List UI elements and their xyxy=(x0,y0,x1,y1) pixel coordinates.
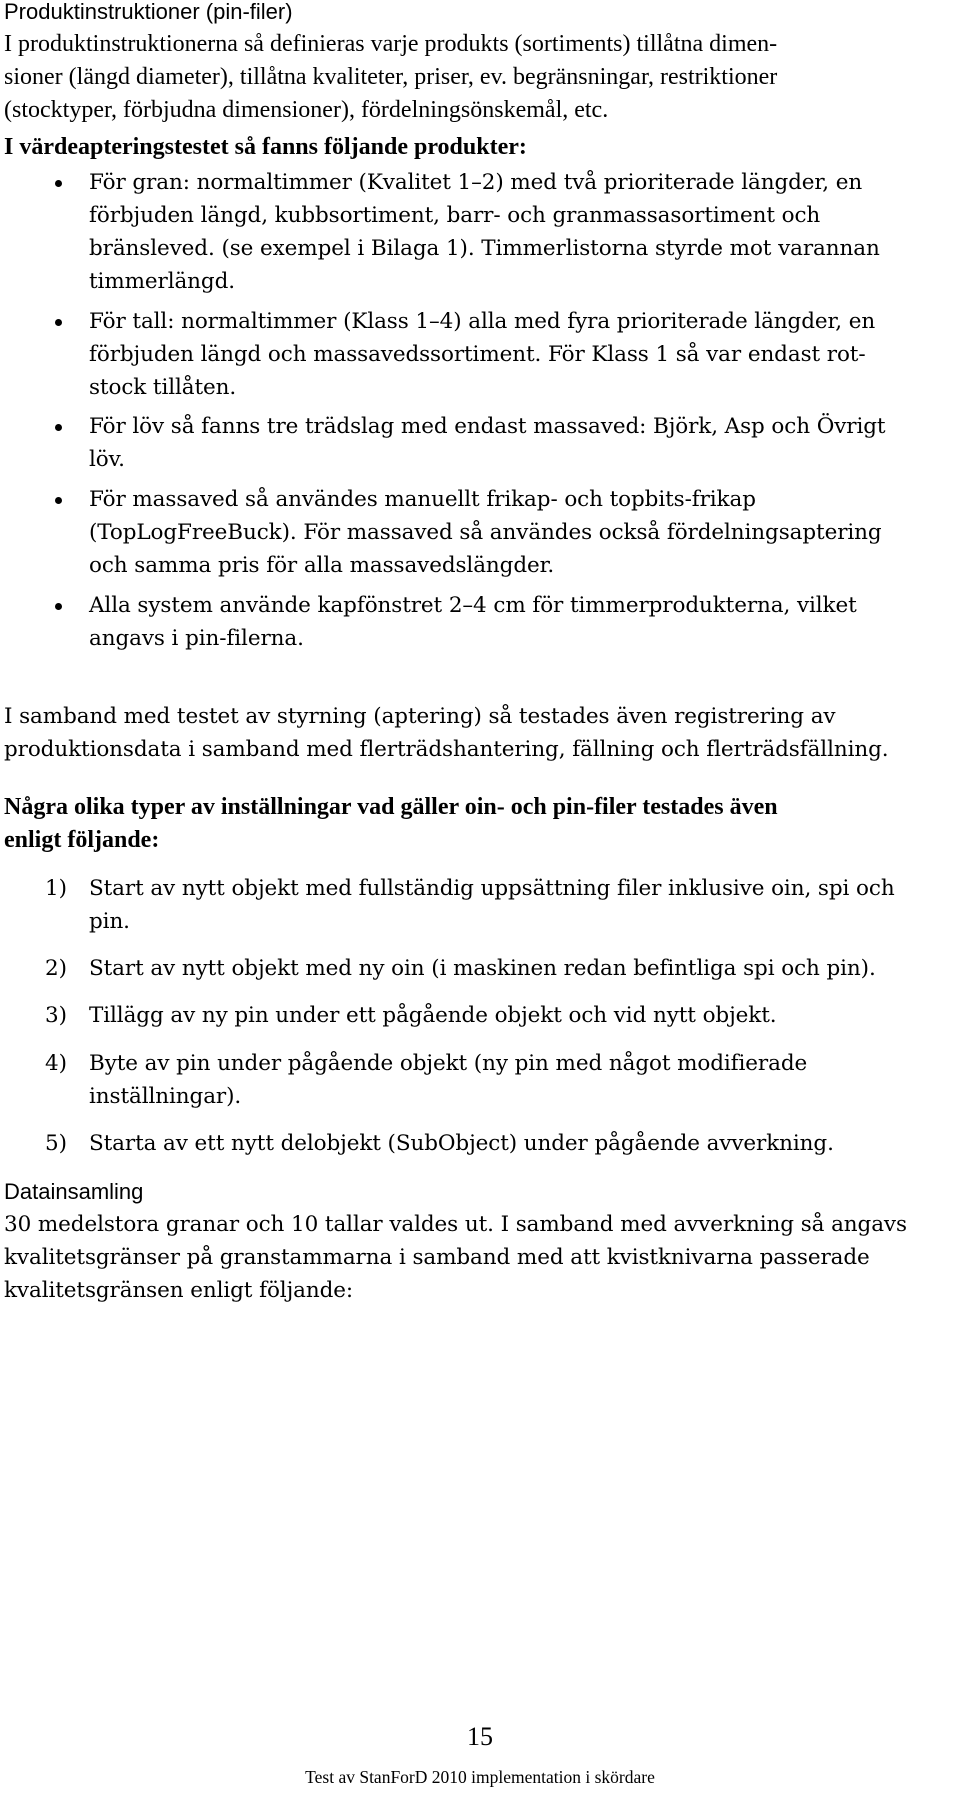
section-heading-datainsamling: Datainsamling xyxy=(4,1179,144,1204)
text-line: Några olika typer av inställningar vad gäller oin- och pin-filer testades även xyxy=(4,794,778,820)
item-number: 3) xyxy=(45,1003,68,1028)
section-heading-produktinstruktioner: Produktinstruktioner (pin-filer) xyxy=(4,0,293,24)
text-line: förbjuden längd och massavedssortiment. För Klass 1 så var endast rot- xyxy=(89,342,866,367)
text-line: stock tillåten. xyxy=(89,375,237,400)
text-line: pin. xyxy=(89,909,130,934)
datainsamling-paragraph xyxy=(4,1208,960,1307)
text-line: Start av nytt objekt med ny oin (i maskinen redan befintliga spi och pin). xyxy=(89,956,876,981)
text-line: och samma pris för alla massavedslängder. xyxy=(89,553,555,578)
products-heading: I värdeapteringstestet så fanns följande produkter: xyxy=(4,134,527,160)
page-footer-text: Test av StanForD 2010 implementation i skördare xyxy=(305,1767,655,1787)
settings-heading xyxy=(4,791,960,857)
text-line: angavs i pin-filerna. xyxy=(89,626,304,651)
item-number: 1) xyxy=(45,876,68,901)
text-line: Starta av ett nytt delobjekt (SubObject) under pågående avverkning. xyxy=(89,1131,834,1156)
bullet-icon xyxy=(55,319,62,326)
text-line: 30 medelstora granar och 10 tallar valdes ut. I samband med avverkning så angavs xyxy=(4,1212,907,1237)
bullet-icon xyxy=(55,180,62,187)
text-line: För tall: normaltimmer (Klass 1–4) alla med fyra prioriterade längder, en xyxy=(89,309,876,334)
item-number: 5) xyxy=(45,1131,68,1156)
text-line: Alla system använde kapfönstret 2–4 cm för timmerprodukterna, vilket xyxy=(89,593,857,618)
text-line: För löv så fanns tre trädslag med endast massaved: Björk, Asp och Övrigt xyxy=(89,414,886,439)
text-line: sioner (längd diameter), tillåtna kvaliteter, priser, ev. begränsningar, restriktioner xyxy=(4,64,778,90)
text-line: timmerlängd. xyxy=(89,269,235,294)
text-line: kvalitetsgränsen enligt följande: xyxy=(4,1278,354,1303)
text-line: I samband med testet av styrning (aptering) så testades även registrering av xyxy=(4,704,836,729)
text-line: Start av nytt objekt med fullständig uppsättning filer inklusive oin, spi och xyxy=(89,876,895,901)
text-line: löv. xyxy=(89,447,125,472)
text-line: förbjuden längd, kubbsortiment, barr- och granmassasortiment och xyxy=(89,203,821,228)
bullet-icon xyxy=(55,497,62,504)
text-line: För massaved så användes manuellt frikap- och topbits-frikap xyxy=(89,487,756,512)
text-line: produktionsdata i samband med flerträdshantering, fällning och flerträdsfällning. xyxy=(4,737,889,762)
text-line: Byte av pin under pågående objekt (ny pin med något modifierade xyxy=(89,1051,808,1076)
text-line: (stocktyper, förbjudna dimensioner), fördelningsönskemål, etc. xyxy=(4,97,609,123)
text-line: I produktinstruktionerna så definieras varje produkts (sortiments) tillåtna dimen- xyxy=(4,31,778,57)
text-line: (TopLogFreeBuck). För massaved så användes också fördelningsaptering xyxy=(89,520,882,545)
text-line: bränsleved. (se exempel i Bilaga 1). Timmerlistorna styrde mot varannan xyxy=(89,236,880,261)
text-line: inställningar). xyxy=(89,1084,242,1109)
registration-paragraph xyxy=(4,700,960,766)
intro-paragraph xyxy=(4,28,960,127)
item-number: 4) xyxy=(45,1051,68,1076)
text-line: kvalitetsgränser på granstammarna i samband med att kvistknivarna passerade xyxy=(4,1245,870,1270)
bullet-icon xyxy=(55,603,62,610)
item-number: 2) xyxy=(45,956,68,981)
text-line: Tillägg av ny pin under ett pågående objekt och vid nytt objekt. xyxy=(89,1003,777,1028)
page-number: 15 xyxy=(467,1722,493,1751)
text-line: För gran: normaltimmer (Kvalitet 1–2) med två prioriterade längder, en xyxy=(89,170,863,195)
bullet-icon xyxy=(55,424,62,431)
text-line: enligt följande: xyxy=(4,827,160,853)
